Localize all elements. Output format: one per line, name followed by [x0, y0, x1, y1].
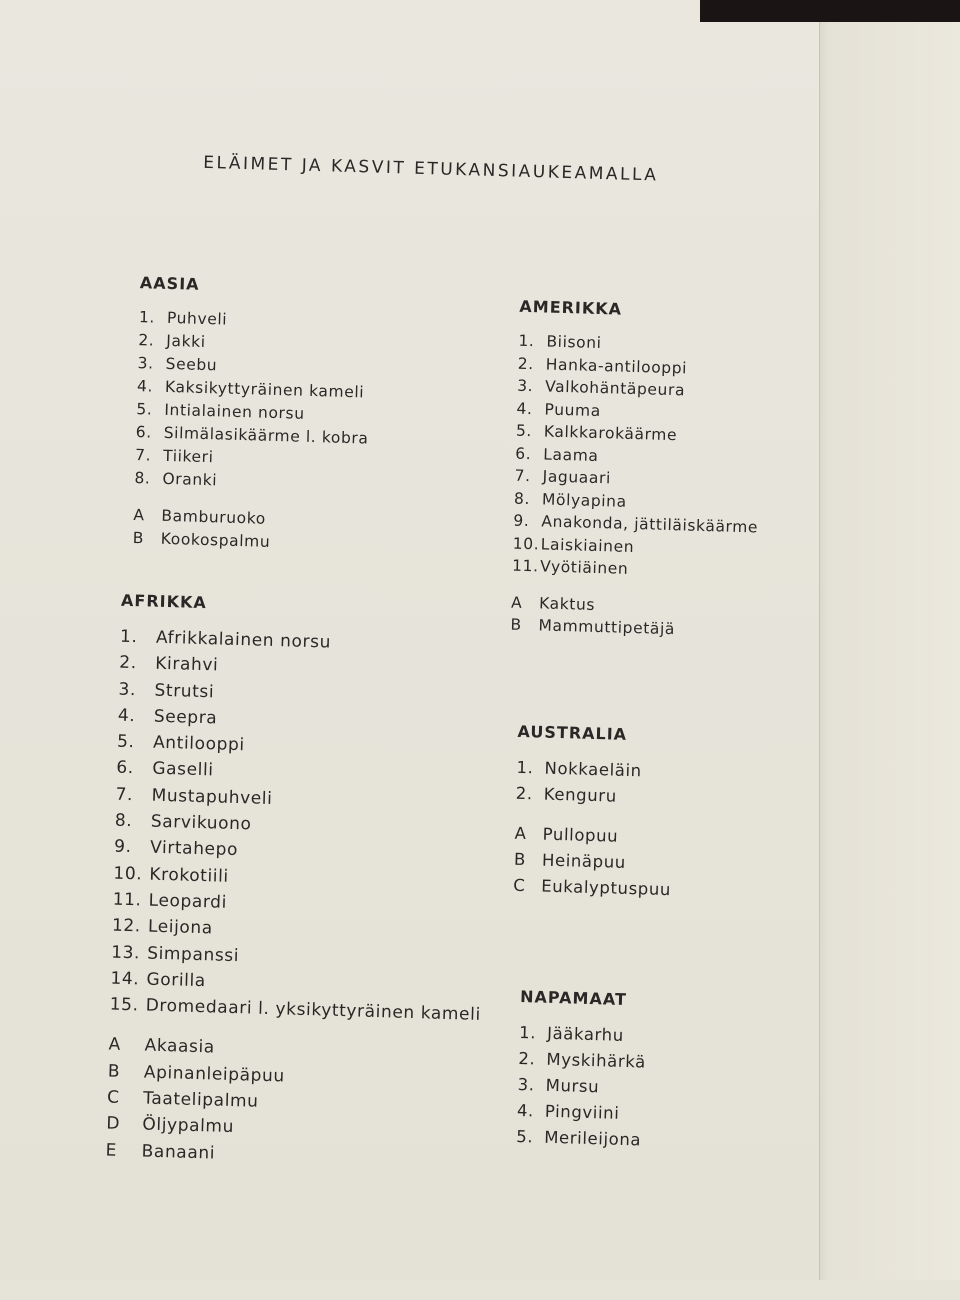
- animal-item: [519, 1020, 647, 1050]
- section-heading: AFRIKKA: [120, 590, 208, 613]
- item-label: Afrikkalainen norsu: [155, 627, 332, 653]
- item-label: Vyötiäinen: [539, 557, 629, 578]
- item-marker: C: [106, 1087, 120, 1108]
- item-label: Bamburuoko: [161, 506, 267, 528]
- item-label: Mammuttipetäjä: [538, 616, 676, 639]
- item-label: Krokotiili: [149, 864, 230, 887]
- item-marker: 9.: [513, 511, 530, 531]
- section-heading: AASIA: [139, 273, 200, 294]
- item-marker: 2.: [515, 783, 534, 804]
- item-marker: 5.: [136, 400, 153, 419]
- item-marker: 10.: [512, 534, 540, 553]
- item-label: Mursu: [545, 1075, 600, 1097]
- section-heading: AMERIKKA: [519, 296, 623, 319]
- section-aasia: [132, 273, 372, 556]
- item-label: Leijona: [147, 916, 214, 939]
- item-marker: 1.: [518, 331, 535, 351]
- item-label: Virtahepo: [149, 838, 239, 861]
- item-marker: 4.: [117, 705, 136, 727]
- item-label: Akaasia: [144, 1036, 216, 1058]
- item-marker: 8.: [114, 810, 133, 832]
- item-marker: B: [510, 615, 523, 634]
- item-marker: 6.: [515, 444, 532, 463]
- page-title: ELÄIMET JA KASVIT ETUKANSIAUKEAMALLA: [203, 152, 659, 186]
- item-label: Nokkaeläin: [544, 758, 643, 781]
- item-label: Myskihärkä: [546, 1049, 647, 1072]
- item-label: Sarvikuono: [150, 811, 252, 835]
- item-marker: 1.: [119, 626, 138, 648]
- item-label: Anakonda, jättiläiskäärme: [541, 512, 759, 537]
- item-marker: 11.: [112, 889, 142, 911]
- item-label: Hanka-antilooppi: [545, 354, 688, 377]
- animal-item: [516, 1124, 644, 1154]
- item-marker: 5.: [116, 731, 135, 753]
- item-label: Kalkkarokäärme: [543, 422, 678, 445]
- item-label: Mustapuhveli: [151, 785, 273, 809]
- item-label: Leopardi: [148, 890, 228, 913]
- item-label: Seepra: [153, 706, 218, 729]
- item-label: Antilooppi: [152, 732, 245, 756]
- item-marker: 7.: [115, 784, 134, 805]
- item-marker: B: [132, 529, 145, 548]
- item-label: Kaksikyttyräinen kameli: [164, 377, 365, 402]
- item-label: Seebu: [165, 354, 218, 375]
- item-marker: A: [510, 593, 523, 612]
- item-marker: 8.: [513, 489, 531, 508]
- item-label: Intialainen norsu: [164, 400, 305, 423]
- item-marker: A: [108, 1034, 122, 1056]
- item-marker: 7.: [514, 466, 531, 486]
- animal-item: [515, 781, 673, 811]
- item-label: Pingviini: [544, 1101, 620, 1123]
- item-marker: 6.: [135, 423, 153, 442]
- item-marker: 3.: [118, 679, 137, 700]
- item-label: Biisoni: [546, 332, 602, 353]
- item-marker: 4.: [516, 399, 533, 418]
- item-label: Gorilla: [146, 969, 207, 992]
- section-heading: AUSTRALIA: [517, 721, 628, 744]
- item-marker: 11.: [511, 556, 539, 576]
- item-marker: 6.: [116, 758, 135, 779]
- item-marker: D: [106, 1113, 121, 1135]
- item-label: Laiskiainen: [540, 534, 635, 556]
- item-label: Jaguaari: [542, 467, 612, 488]
- item-label: Valkohäntäpeura: [544, 377, 686, 400]
- item-label: Puhveli: [166, 308, 228, 329]
- section-amerikka: [510, 297, 764, 643]
- item-marker: 14.: [110, 968, 140, 990]
- item-marker: 4.: [516, 1100, 535, 1121]
- plant-item: [513, 873, 671, 903]
- item-marker: 9.: [113, 836, 132, 858]
- item-marker: B: [513, 849, 527, 870]
- item-marker: C: [512, 875, 526, 896]
- item-marker: 4.: [136, 377, 154, 396]
- item-label: Öljypalmu: [142, 1114, 235, 1138]
- item-label: Kookospalmu: [160, 529, 271, 551]
- next-page-edge: [819, 0, 960, 1280]
- item-marker: A: [133, 506, 145, 525]
- item-marker: 12.: [111, 915, 142, 937]
- item-marker: 3.: [516, 376, 534, 396]
- item-marker: 2.: [119, 652, 138, 674]
- item-marker: 5.: [515, 421, 533, 441]
- item-marker: 1.: [138, 308, 156, 327]
- item-label: Eukalyptuspuu: [540, 876, 672, 900]
- item-label: Apinanleipäpuu: [143, 1062, 286, 1087]
- item-marker: 1.: [518, 1023, 537, 1043]
- item-label: Merileijona: [543, 1127, 642, 1150]
- item-label: Strutsi: [154, 680, 215, 702]
- section-heading: NAPAMAAT: [519, 987, 628, 1009]
- item-label: Banaani: [141, 1141, 216, 1164]
- item-label: Kaktus: [538, 593, 596, 614]
- section-napamaat: [516, 987, 648, 1153]
- item-marker: 15.: [109, 994, 139, 1016]
- item-marker: 10.: [113, 863, 143, 885]
- item-marker: B: [107, 1061, 121, 1082]
- item-label: Heinäpuu: [541, 850, 627, 872]
- section-australia: [513, 722, 676, 903]
- item-label: Silmälasikäärme l. kobra: [163, 423, 369, 448]
- section-afrikka: [105, 591, 492, 1174]
- item-label: Tiikeri: [162, 446, 214, 467]
- item-marker: 13.: [110, 942, 141, 963]
- item-marker: 5.: [515, 1126, 534, 1147]
- item-marker: 1.: [516, 757, 534, 778]
- item-label: Mölyapina: [541, 489, 627, 511]
- item-label: Puuma: [544, 399, 602, 420]
- item-label: Kenguru: [543, 784, 618, 806]
- item-marker: 8.: [134, 469, 151, 488]
- item-label: Jakki: [166, 331, 206, 351]
- item-label: Pullopuu: [542, 824, 619, 846]
- item-marker: A: [514, 823, 527, 844]
- item-marker: 2.: [518, 1048, 536, 1069]
- item-marker: 7.: [134, 446, 152, 465]
- item-marker: 2.: [517, 354, 535, 373]
- item-label: Dromedaari l. yksikyttyräinen kameli: [145, 995, 482, 1026]
- item-label: Kirahvi: [155, 653, 219, 676]
- item-marker: 3.: [137, 354, 154, 373]
- item-label: Gaselli: [152, 759, 214, 781]
- animal-item: [517, 1098, 645, 1128]
- item-marker: E: [105, 1140, 118, 1161]
- item-marker: 3.: [517, 1074, 535, 1095]
- item-label: Oranki: [162, 469, 218, 490]
- animal-item: [517, 1072, 645, 1102]
- item-label: Taatelipalmu: [142, 1088, 259, 1112]
- item-marker: 2.: [138, 331, 155, 350]
- animal-item: [518, 1046, 646, 1076]
- item-label: Laama: [543, 444, 599, 465]
- item-label: Simpanssi: [146, 943, 240, 966]
- item-label: Jääkarhu: [546, 1023, 625, 1045]
